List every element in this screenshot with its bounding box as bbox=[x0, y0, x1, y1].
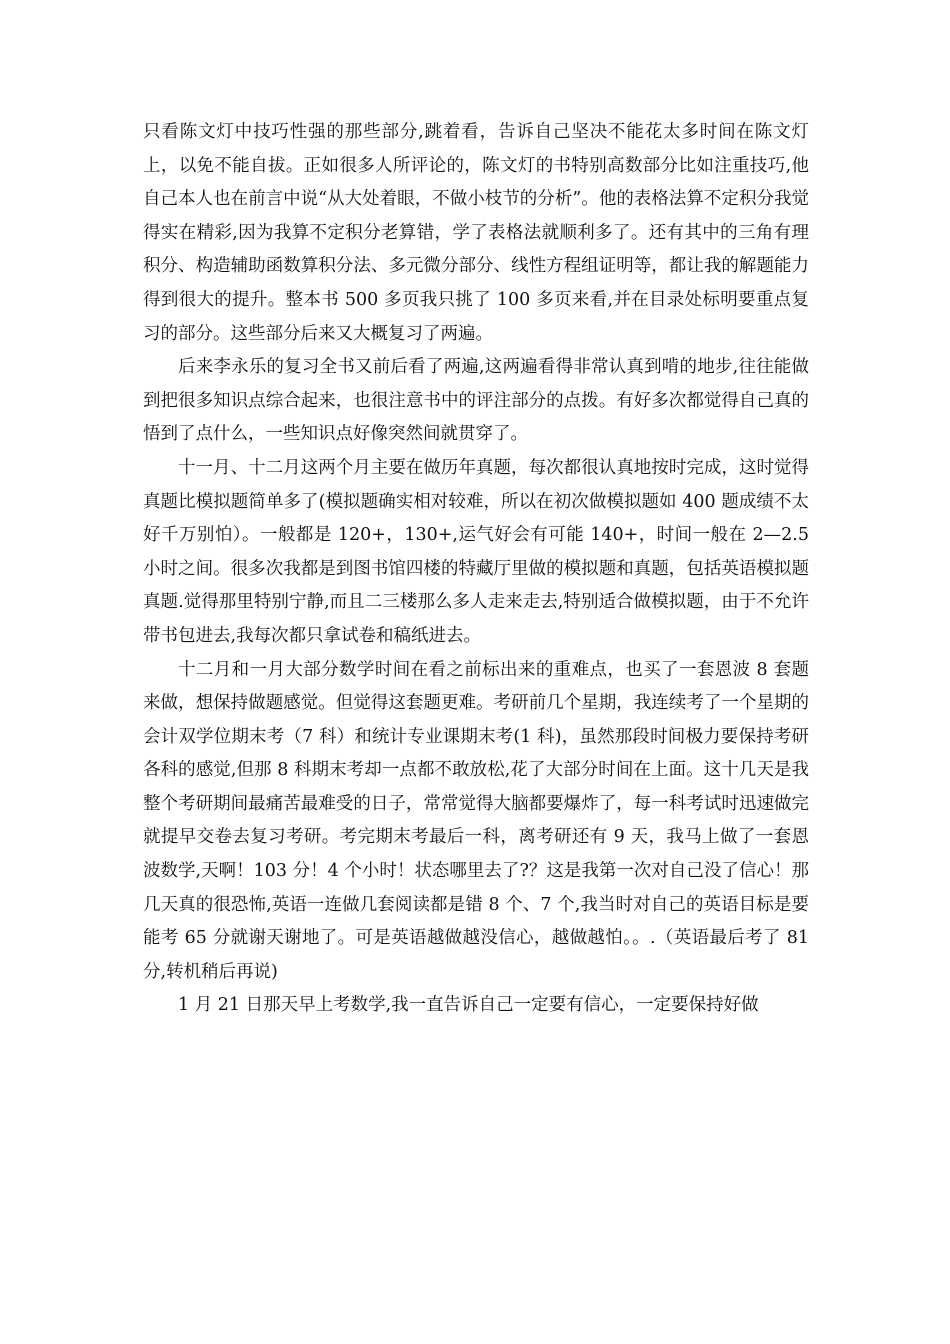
paragraph-exam-day: 1 月 21 日那天早上考数学,我一直告诉自己一定要有信心，一定要保持好做 bbox=[178, 995, 759, 1016]
paragraph-december-january: 十二月和一月大部分数学时间在看之前标出来的重难点，也买了一套恩波 8 套题来做，想保持做题感觉。但觉得这套题更难。考研前几个星期，我连续考了一个星期的会计双学位期末考（7 科）和统计专业课期末考(1 科)，虽然那段时间极力要保持考研各科的感觉,但那 8 科期末考却一点都不敢放松,花了大部分时间在上面。这十几天是我整个考研期间最痛苦最难受的日子，常常觉得大脑都要爆炸了，每一科考试时迅速做完就提早交卷去复习考研。考完期末考最后一科，离考研还有 9 天，我马上做了一套恩波数学,天啊！103 分！4 个小时！状态哪里去了?？这是我第一次对自己没了信心！那几天真的很恐怖,英语一连做几套阅读都是错 8 个、7 个,我当时对自己的英语目标是要能考 65 分就谢天谢地了。可是英语越做越没信心，越做越怕。。.（英语最后考了 81 分,转机稍后再说) bbox=[143, 659, 809, 982]
paragraph-liyongle-review: 后来李永乐的复习全书又前后看了两遍,这两遍看得非常认真到啃的地步,往往能做到把很多知识点综合起来，也很注意书中的评注部分的点拨。有好多次都觉得自己真的悟到了点什么，一些知识点好像突然间就贯穿了。 bbox=[143, 357, 809, 445]
paragraph-past-exams: 十一月、十二月这两个月主要在做历年真题，每次都很认真地按时完成，这时觉得真题比模拟题简单多了(模拟题确实相对较难，所以在初次做模拟题如 400 题成绩不太好千万别怕）。一般都是 120+，130+,运气好会有可能 140+，时间一般在 2—2.5 小时之间。很多次我都是到图书馆四楼的特藏厅里做的模拟题和真题，包括英语模拟题真题.觉得那里特别宁静,而且二三楼那么多人走来走去,特别适合做模拟题，由于不允许带书包进去,我每次都只拿试卷和稿纸进去。 bbox=[143, 457, 809, 646]
document-body bbox=[143, 116, 809, 1023]
paragraph-chenwendeng-notes: 只看陈文灯中技巧性强的那些部分,跳着看，告诉自己坚决不能花太多时间在陈文灯上，以免不能自拔。正如很多人所评论的，陈文灯的书特别高数部分比如注重技巧,他自己本人也在前言中说“从大处着眼，不做小枝节的分析”。他的表格法算不定积分我觉得实在精彩,因为我算不定积分老算错，学了表格法就顺利多了。还有其中的三角有理积分、构造辅助函数算积分法、多元微分部分、线性方程组证明等，都让我的解题能力得到很大的提升。整本书 500 多页我只挑了 100 多页来看,并在目录处标明要重点复习的部分。这些部分后来又大概复习了两遍。 bbox=[143, 122, 809, 344]
